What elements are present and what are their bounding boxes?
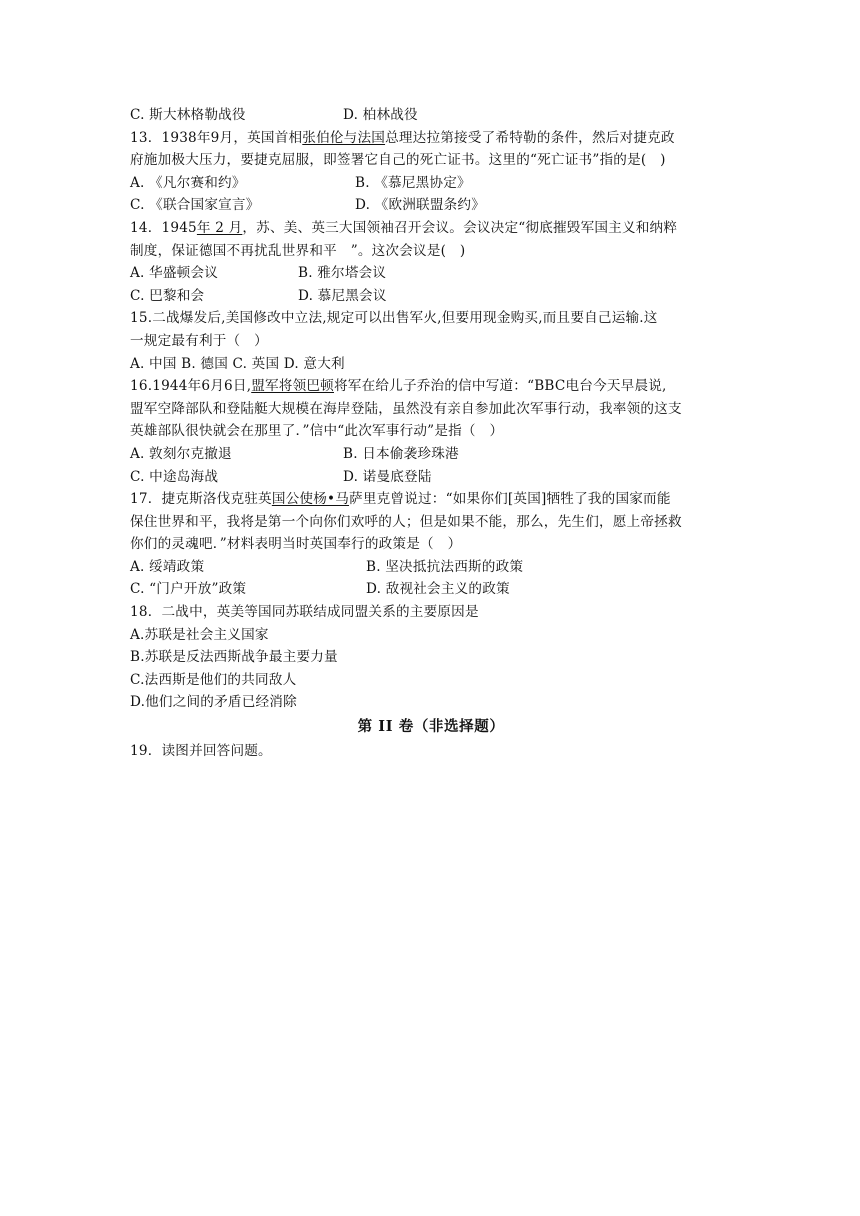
q13-option-d: D. 《欧洲联盟条约》 xyxy=(355,197,486,214)
q13-options-cd xyxy=(130,194,732,217)
q13-text: 13．1938年9月，英国首相 xyxy=(130,129,303,146)
q18-option-c: C.法西斯是他们的共同敌人 xyxy=(130,671,297,688)
q14-stem-line-1 xyxy=(130,217,732,240)
q16-text: 将军在给儿子乔治的信中写道：“BBC电台今天早晨说, xyxy=(333,378,667,395)
q14-underlined-text: 年 2 月 xyxy=(196,219,243,236)
q17-text: 萨里克曾说过：“如果你们[英国]牺牲了我的国家而能 xyxy=(349,491,671,508)
section-2-title: 第 II 卷（非选择题） xyxy=(357,718,505,736)
q16-underlined-text: 盟军将领巴顿 xyxy=(251,378,334,395)
q14-option-b: B. 雅尔塔会议 xyxy=(298,265,387,282)
q17-options-cd xyxy=(130,578,732,601)
q12-options-cd xyxy=(130,104,732,127)
q16-stem-line-2: 盟军空降部队和登陆艇大规模在海岸登陆，虽然没有亲自参加此次军事行动，我率领的这支 xyxy=(130,400,682,417)
q13-underlined-text: 张伯伦与法国 xyxy=(302,129,386,146)
q16-option-b: B. 日本偷袭珍珠港 xyxy=(343,445,459,462)
q18-option-b: B.苏联是反法西斯战争最主要力量 xyxy=(130,649,338,666)
q16-stem-line-1 xyxy=(130,375,732,398)
exam-content xyxy=(130,104,732,763)
q17-text: 17．捷克斯洛伐克驻英 xyxy=(130,491,272,508)
q16-text: 16.1944年6月6日, xyxy=(130,378,252,395)
q17-options-ab xyxy=(130,556,732,579)
q18-stem: 18．二战中，英美等国同苏联结成同盟关系的主要原因是 xyxy=(130,604,479,621)
q12-option-d: D. 柏林战役 xyxy=(343,107,418,123)
q17-option-d: D. 敌视社会主义的政策 xyxy=(366,581,510,598)
q13-text: 总理达拉第接受了希特勒的条件，然后对捷克政 xyxy=(385,129,675,146)
q17-stem-line-2: 保住世界和平，我将是第一个向你们欢呼的人；但是如果不能，那么，先生们，愿上帝拯救 xyxy=(130,513,682,530)
q16-options-cd xyxy=(130,466,732,489)
q17-underlined-text: 国公使杨•马 xyxy=(271,491,350,508)
q14-option-d: D. 慕尼黑会议 xyxy=(298,287,387,304)
q13-option-b: B. 《慕尼黑协定》 xyxy=(355,174,471,191)
q15-stem-line-2: 一规定最有利于（ ） xyxy=(130,332,268,349)
q12-option-c: C. 斯大林格勒战役 xyxy=(130,107,246,123)
q14-options-ab xyxy=(130,262,732,285)
q14-stem-line-2: 制度，保证德国不再扰乱世界和平 ”。这次会议是( ) xyxy=(130,242,466,259)
q17-option-c: C. “门户开放”政策 xyxy=(130,581,247,598)
q16-option-a: A. 敦刻尔克撤退 xyxy=(130,445,232,462)
q13-stem-line-1 xyxy=(130,127,732,150)
q18-option-a: A.苏联是社会主义国家 xyxy=(130,626,269,643)
q17-option-a: A. 绥靖政策 xyxy=(130,558,205,575)
q13-stem-line-2: 府施加极大压力，要捷克屈服，即签署它自己的死亡证书。这里的“死亡证书”指的是( ) xyxy=(130,152,666,169)
q17-stem-line-3: 你们的灵魂吧．”材料表明当时英国奉行的政策是（ ） xyxy=(130,536,462,553)
q16-option-c: C. 中途岛海战 xyxy=(130,468,219,485)
q14-text: 14．1945 xyxy=(130,219,197,236)
q13-option-c: C. 《联合国家宣言》 xyxy=(130,197,260,214)
q14-options-cd xyxy=(130,285,732,308)
q18-option-d: D.他们之间的矛盾已经消除 xyxy=(130,694,297,711)
q16-options-ab xyxy=(130,443,732,466)
q16-option-d: D. 诺曼底登陆 xyxy=(343,468,432,485)
q14-text: ，苏、美、英三大国领袖召开会议。会议决定“彻底摧毁军国主义和纳粹 xyxy=(242,219,678,236)
q14-option-a: A. 华盛顿会议 xyxy=(130,265,219,282)
q16-stem-line-3: 英雄部队很快就会在那里了．”信中“此次军事行动”是指（ ） xyxy=(130,423,504,440)
q19-stem: 19．读图并回答问题。 xyxy=(130,743,272,760)
q14-option-c: C. 巴黎和会 xyxy=(130,287,205,304)
q15-stem-line-1: 15.二战爆发后,美国修改中立法,规定可以出售军火,但要用现金购买,而且要自己运输.这 xyxy=(130,310,658,327)
q17-stem-line-1 xyxy=(130,488,732,511)
q15-options: A. 中国 B. 德国 C. 英国 D. 意大利 xyxy=(130,355,345,372)
q13-options-ab xyxy=(130,172,732,195)
q17-option-b: B. 坚决抵抗法西斯的政策 xyxy=(366,558,524,575)
q13-option-a: A. 《凡尔赛和约》 xyxy=(130,174,246,191)
